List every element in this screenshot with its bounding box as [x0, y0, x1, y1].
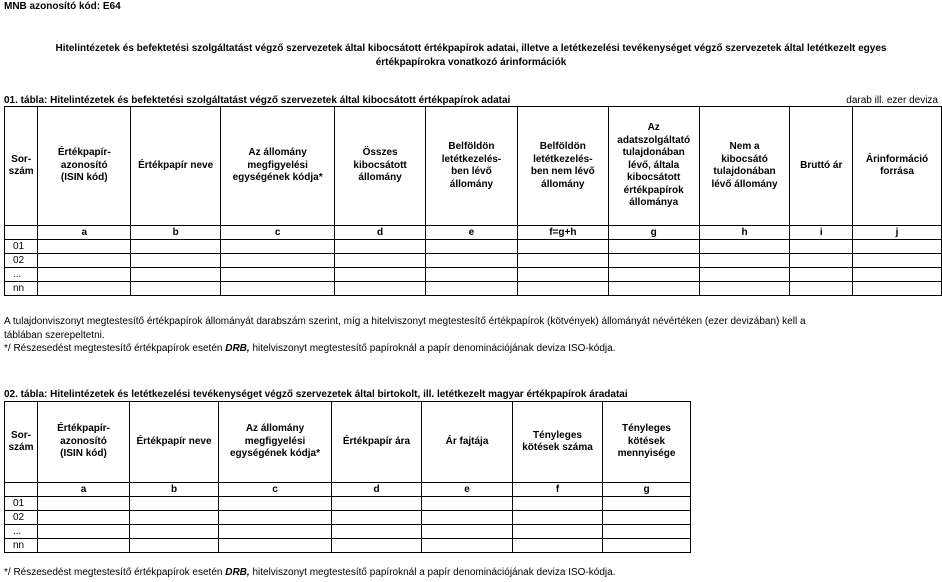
data-cell[interactable]: [38, 511, 130, 525]
data-cell[interactable]: [335, 240, 426, 254]
data-cell[interactable]: [219, 511, 332, 525]
column-header: Ár fajtája: [422, 402, 513, 483]
table-row: [5, 539, 691, 553]
data-cell[interactable]: [513, 525, 603, 539]
column-letter: e: [422, 483, 513, 497]
data-cell[interactable]: [603, 511, 691, 525]
column-letter: i: [790, 226, 853, 240]
column-header: Belföldön letétkezelés- ben lévő állomány: [426, 107, 518, 226]
data-cell[interactable]: [219, 497, 332, 511]
column-letter: f: [513, 483, 603, 497]
data-cell[interactable]: [517, 282, 608, 296]
footnote-text-end: hitelviszonyt megtestesítő papíroknál a papír denominációjának deviza ISO-kódja.: [249, 343, 616, 354]
column-header: Belföldön letétkezelés- ben nem lévő állomány: [517, 107, 608, 226]
data-cell[interactable]: [38, 282, 131, 296]
table-row: [5, 511, 691, 525]
column-header: Értékpapír neve: [130, 402, 219, 483]
data-cell[interactable]: [335, 254, 426, 268]
data-cell[interactable]: [699, 254, 790, 268]
data-cell[interactable]: [603, 497, 691, 511]
table2-footnote: [4, 566, 934, 580]
data-cell[interactable]: [422, 525, 513, 539]
data-cell[interactable]: [335, 268, 426, 282]
column-letter: g: [608, 226, 699, 240]
data-cell[interactable]: [422, 539, 513, 553]
data-cell[interactable]: [221, 282, 335, 296]
data-cell[interactable]: [38, 539, 130, 553]
data-cell[interactable]: [853, 282, 942, 296]
title-line-2: értékpapírokra vonatkozó árinformációk: [375, 57, 567, 68]
column-letter: c: [221, 226, 335, 240]
column-letter: [5, 483, 38, 497]
data-cell[interactable]: [38, 240, 131, 254]
data-cell[interactable]: [603, 539, 691, 553]
data-cell[interactable]: [426, 282, 518, 296]
column-letter: a: [38, 226, 131, 240]
data-cell[interactable]: [38, 254, 131, 268]
column-header: Árinformáció forrása: [853, 107, 942, 226]
data-cell[interactable]: [332, 511, 422, 525]
data-cell[interactable]: [853, 240, 942, 254]
title-line-1: Hitelintézetek és befektetési szolgáltatást végző szervezetek által kibocsátott értékpapírok adatai, illetve a letétkezelési tevékenységet végző szervezetek által letétkezelt egyes: [55, 43, 887, 54]
column-letter: g: [603, 483, 691, 497]
data-cell[interactable]: [603, 525, 691, 539]
table-row: [5, 254, 942, 268]
column-header: Értékpapír- azonosító (ISIN kód): [38, 402, 130, 483]
data-cell[interactable]: [790, 254, 853, 268]
column-letter: c: [219, 483, 332, 497]
column-header: Értékpapír- azonosító (ISIN kód): [38, 107, 131, 226]
data-cell[interactable]: [38, 497, 130, 511]
data-cell[interactable]: [517, 254, 608, 268]
data-cell[interactable]: [130, 539, 219, 553]
column-header: Értékpapír neve: [131, 107, 221, 226]
footnote-text: */ Részesedést megtestesítő értékpapírok esetén: [4, 343, 226, 354]
data-cell[interactable]: [335, 282, 426, 296]
data-cell[interactable]: [517, 268, 608, 282]
data-cell[interactable]: [219, 539, 332, 553]
data-cell[interactable]: [790, 268, 853, 282]
table2-caption: 02. tábla: Hitelintézetek és letétkezelési tevékenységet végző szervezetek által birtokolt, ill. letétkezelt magyar értékpapírok áradatai: [4, 389, 628, 400]
data-cell[interactable]: [608, 240, 699, 254]
column-header: Sor- szám: [5, 107, 38, 226]
column-header: Tényleges kötések mennyisége: [603, 402, 691, 483]
data-cell[interactable]: [426, 254, 518, 268]
table-row: [5, 497, 691, 511]
table1-unit: darab ill. ezer deviza: [846, 95, 938, 106]
data-cell[interactable]: [513, 497, 603, 511]
column-letter: a: [38, 483, 130, 497]
column-letter: b: [131, 226, 221, 240]
data-cell[interactable]: [332, 497, 422, 511]
data-cell[interactable]: [517, 240, 608, 254]
data-cell[interactable]: [422, 511, 513, 525]
row-number: 01: [5, 240, 38, 254]
data-cell[interactable]: [699, 282, 790, 296]
row-number: 01: [5, 497, 38, 511]
column-header: Tényleges kötések száma: [513, 402, 603, 483]
data-cell[interactable]: [131, 282, 221, 296]
column-header: Értékpapír ára: [332, 402, 422, 483]
data-cell[interactable]: [219, 525, 332, 539]
column-letter: h: [699, 226, 790, 240]
footnote-drb: DRB,: [225, 343, 250, 354]
data-cell[interactable]: [426, 240, 518, 254]
footnote-drb: DRB,: [225, 567, 250, 578]
footnote-text-end: hitelviszonyt megtestesítő papíroknál a papír denominációjának deviza ISO-kódja.: [249, 567, 616, 578]
data-cell[interactable]: [608, 254, 699, 268]
data-cell[interactable]: [130, 497, 219, 511]
data-cell[interactable]: [131, 240, 221, 254]
data-cell[interactable]: [513, 511, 603, 525]
data-cell[interactable]: [790, 240, 853, 254]
column-letter: e: [426, 226, 518, 240]
row-number: nn: [5, 282, 38, 296]
column-header: Az állomány megfigyelési egységének kódja*: [219, 402, 332, 483]
data-cell[interactable]: [422, 497, 513, 511]
data-cell[interactable]: [790, 282, 853, 296]
data-cell[interactable]: [131, 254, 221, 268]
column-header: Nem a kibocsátó tulajdonában lévő állomány: [699, 107, 790, 226]
row-number: ...: [5, 268, 38, 282]
column-letter: f=g+h: [517, 226, 608, 240]
note-line-1: A tulajdonviszonyt megtestesítő értékpapírok állományát darabszám szerint, míg a hitelviszonyt megtestesítő értékpapírok (kötvények) állományát névértéken (ezer devizában) kell a: [4, 316, 806, 327]
column-letter: [5, 226, 38, 240]
data-cell[interactable]: [38, 268, 131, 282]
data-cell[interactable]: [332, 525, 422, 539]
data-cell[interactable]: [513, 539, 603, 553]
footnote-text: */ Részesedést megtestesítő értékpapírok esetén: [4, 567, 226, 578]
data-cell[interactable]: [608, 282, 699, 296]
row-number: 02: [5, 511, 38, 525]
column-header: Összes kibocsátott állomány: [335, 107, 426, 226]
document-title: [0, 42, 942, 70]
table-row: [5, 240, 942, 254]
data-cell[interactable]: [221, 268, 335, 282]
table1: [4, 106, 942, 296]
column-letter: b: [130, 483, 219, 497]
column-header: Sor- szám: [5, 402, 38, 483]
column-letter: d: [335, 226, 426, 240]
table-row: [5, 282, 942, 296]
row-number: 02: [5, 254, 38, 268]
column-header: Az adatszolgáltató tulajdonában lévő, általa kibocsátott értékpapírok állománya: [608, 107, 699, 226]
column-letter: d: [332, 483, 422, 497]
data-cell[interactable]: [221, 254, 335, 268]
column-header: Az állomány megfigyelési egységének kódja*: [221, 107, 335, 226]
data-cell[interactable]: [699, 268, 790, 282]
data-cell[interactable]: [853, 254, 942, 268]
table1-note: [4, 315, 934, 356]
column-letter: j: [853, 226, 942, 240]
data-cell[interactable]: [853, 268, 942, 282]
row-number: ...: [5, 525, 38, 539]
column-header: Bruttó ár: [790, 107, 853, 226]
data-cell[interactable]: [38, 525, 130, 539]
data-cell[interactable]: [332, 539, 422, 553]
data-cell[interactable]: [130, 525, 219, 539]
data-cell[interactable]: [699, 240, 790, 254]
table-row: [5, 525, 691, 539]
table-row: [5, 268, 942, 282]
data-cell[interactable]: [221, 240, 335, 254]
data-cell[interactable]: [608, 268, 699, 282]
form-code: MNB azonosító kód: E64: [4, 1, 121, 12]
row-number: nn: [5, 539, 38, 553]
table1-caption: 01. tábla: Hitelintézetek és befektetési szolgáltatást végző szervezetek által kibocsátott értékpapírok adatai: [4, 95, 511, 106]
data-cell[interactable]: [426, 268, 518, 282]
table2: [4, 401, 691, 553]
data-cell[interactable]: [131, 268, 221, 282]
footnote-1: [4, 342, 934, 356]
note-line-2: táblában szerepeltetni.: [4, 329, 105, 341]
data-cell[interactable]: [130, 511, 219, 525]
